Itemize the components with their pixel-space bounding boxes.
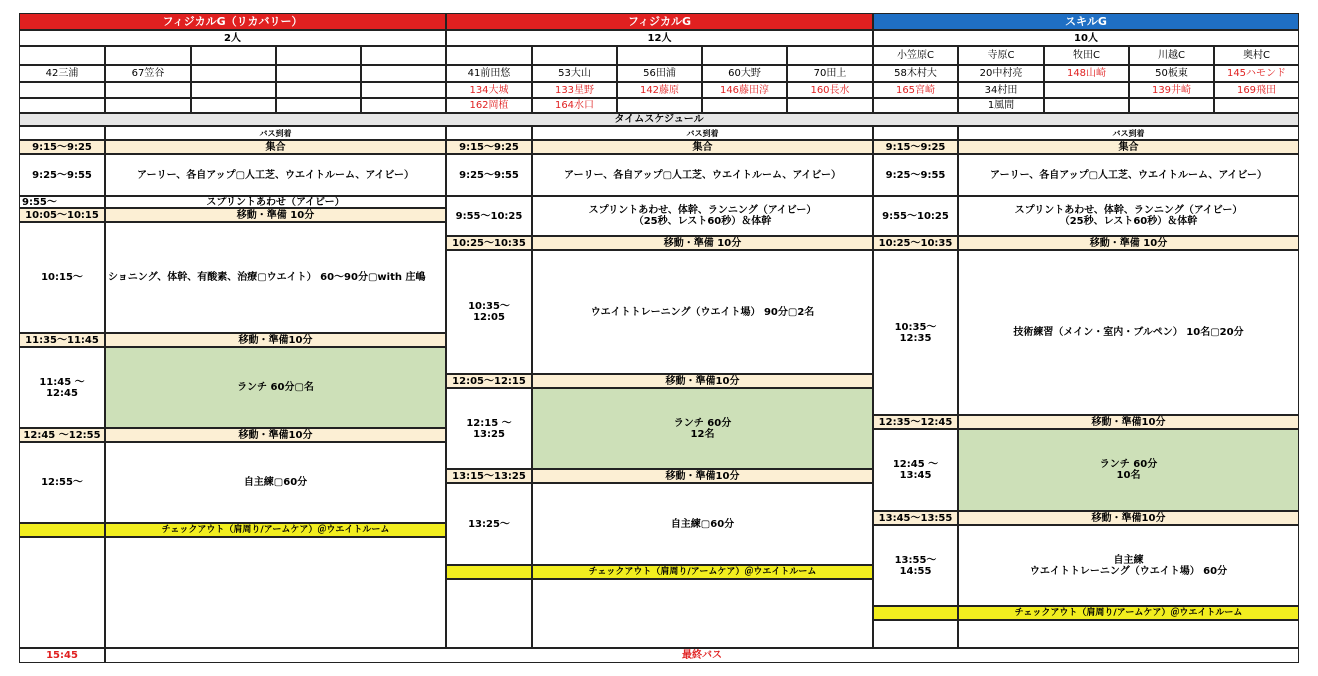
checkout-activity: チェックアウト（肩周り/アームケア）＠ウエイトルーム xyxy=(958,606,1299,620)
player-name: 164水口 xyxy=(532,98,617,113)
time-slot: 10:25～10:35 xyxy=(873,236,958,250)
time-slot: 13:55～ 14:55 xyxy=(873,525,958,606)
activity: アーリー、各自アップ▢人工芝、ウエイトルーム、アイビー） xyxy=(958,154,1299,196)
empty-cell xyxy=(19,523,105,537)
coach-name: 寺原C xyxy=(958,46,1044,65)
player-name: 1風間 xyxy=(958,98,1044,113)
schedule-title: タイムスケジュール xyxy=(19,113,1299,126)
time-slot: 12:45 ～ 13:45 xyxy=(873,429,958,511)
empty-cell xyxy=(1044,82,1129,98)
time-slot: 9:55～10:25 xyxy=(873,196,958,236)
empty-cell xyxy=(19,46,105,65)
checkout-activity: チェックアウト（肩周り/アームケア）＠ウエイトルーム xyxy=(105,523,446,537)
empty-cell xyxy=(787,98,873,113)
empty-cell xyxy=(1129,98,1214,113)
empty-cell xyxy=(617,46,702,65)
empty-cell xyxy=(191,65,276,82)
empty-cell xyxy=(446,126,532,140)
activity: 移動・準備10分 xyxy=(958,415,1299,429)
activity: 移動・準備10分 xyxy=(105,428,446,442)
activity: ウエイトトレーニング（ウエイト場） 90分▢2名 xyxy=(532,250,873,374)
empty-cell xyxy=(361,82,446,98)
empty-cell xyxy=(873,620,958,648)
activity: 集合 xyxy=(958,140,1299,154)
activity: 自主練 ウエイトトレーニング（ウエイト場） 60分 xyxy=(958,525,1299,606)
activity: 移動・準備10分 xyxy=(105,333,446,347)
empty-cell xyxy=(105,82,191,98)
player-name: 56田浦 xyxy=(617,65,702,82)
time-slot: 9:15～9:25 xyxy=(19,140,105,154)
player-name: 160長水 xyxy=(787,82,873,98)
empty-cell xyxy=(617,98,702,113)
activity: 移動・準備 10分 xyxy=(958,236,1299,250)
empty-cell xyxy=(105,46,191,65)
lunch-activity: ランチ 60分▢名 xyxy=(105,347,446,428)
activity: スプリントあわせ（アイビー） xyxy=(105,196,446,208)
activity: 移動・準備10分 xyxy=(532,374,873,388)
empty-cell xyxy=(873,606,958,620)
player-name: 50板東 xyxy=(1129,65,1214,82)
time-slot: 9:15～9:25 xyxy=(873,140,958,154)
player-name: 148山崎 xyxy=(1044,65,1129,82)
activity: 自主練▢60分 xyxy=(105,442,446,523)
time-slot: 13:45～13:55 xyxy=(873,511,958,525)
final-bus-label: 最終バス xyxy=(105,648,1299,663)
empty-cell xyxy=(446,565,532,579)
activity: アーリー、各自アップ▢人工芝、ウエイトルーム、アイビー） xyxy=(105,154,446,196)
empty-cell xyxy=(361,46,446,65)
time-slot: 9:15～9:25 xyxy=(446,140,532,154)
activity: アーリー、各自アップ▢人工芝、ウエイトルーム、アイビー） xyxy=(532,154,873,196)
time-slot: 9:55～10:25 xyxy=(446,196,532,236)
player-name: 146藤田淳 xyxy=(702,82,787,98)
time-slot: 12:15 ～ 13:25 xyxy=(446,388,532,469)
coach-name: 川越C xyxy=(1129,46,1214,65)
empty-cell xyxy=(191,82,276,98)
time-slot: 9:25～9:55 xyxy=(19,154,105,196)
bus-arrival: バス到着 xyxy=(105,126,446,140)
empty-cell xyxy=(787,46,873,65)
time-slot: 9:55～ xyxy=(19,196,105,208)
activity: 技術練習（メイン・室内・ブルペン） 10名▢20分 xyxy=(958,250,1299,415)
empty-cell xyxy=(446,579,532,648)
activity: ショニング、体幹、有酸素、治療▢ウエイト） 60～90分▢with 庄嶋 xyxy=(105,222,446,333)
player-name: 134大城 xyxy=(446,82,532,98)
empty-cell xyxy=(702,46,787,65)
group-count: 2人 xyxy=(19,30,446,46)
group-header-physical-recovery: フィジカルG（リカバリー） xyxy=(19,13,446,30)
player-name: 42三浦 xyxy=(19,65,105,82)
time-slot: 12:55～ xyxy=(19,442,105,523)
player-name: 70田上 xyxy=(787,65,873,82)
time-slot: 9:25～9:55 xyxy=(873,154,958,196)
time-slot: 10:35～ 12:05 xyxy=(446,250,532,374)
player-name: 58木村大 xyxy=(873,65,958,82)
activity: スプリントあわせ、体幹、ランニング（アイビー） （25秒、レスト60秒）＆体幹 xyxy=(958,196,1299,236)
empty-cell xyxy=(958,620,1299,648)
empty-cell xyxy=(276,46,361,65)
empty-cell xyxy=(276,98,361,113)
player-name: 34村田 xyxy=(958,82,1044,98)
time-slot: 12:35～12:45 xyxy=(873,415,958,429)
coach-name: 牧田C xyxy=(1044,46,1129,65)
empty-cell xyxy=(191,98,276,113)
coach-name: 奥村C xyxy=(1214,46,1299,65)
activity: スプリントあわせ、体幹、ランニング（アイビー） （25秒、レスト60秒）＆体幹 xyxy=(532,196,873,236)
empty-cell xyxy=(1214,98,1299,113)
lunch-activity: ランチ 60分 10名 xyxy=(958,429,1299,511)
player-name: 139井崎 xyxy=(1129,82,1214,98)
time-slot: 11:35～11:45 xyxy=(19,333,105,347)
empty-cell xyxy=(873,98,958,113)
checkout-activity: チェックアウト（肩周り/アームケア）＠ウエイトルーム xyxy=(532,565,873,579)
empty-cell xyxy=(361,65,446,82)
empty-cell xyxy=(105,537,446,648)
time-slot: 13:25～ xyxy=(446,483,532,565)
time-slot: 9:25～9:55 xyxy=(446,154,532,196)
activity: 集合 xyxy=(105,140,446,154)
bus-arrival: バス到着 xyxy=(958,126,1299,140)
empty-cell xyxy=(105,98,191,113)
player-name: 165宮崎 xyxy=(873,82,958,98)
empty-cell xyxy=(19,537,105,648)
empty-cell xyxy=(191,46,276,65)
empty-cell xyxy=(276,65,361,82)
activity: 集合 xyxy=(532,140,873,154)
player-name: 145ハモンド xyxy=(1214,65,1299,82)
empty-cell xyxy=(361,98,446,113)
time-slot: 12:05～12:15 xyxy=(446,374,532,388)
bus-arrival: バス到着 xyxy=(532,126,873,140)
empty-cell xyxy=(873,126,958,140)
empty-cell xyxy=(1044,98,1129,113)
player-name: 20中村亮 xyxy=(958,65,1044,82)
activity: 移動・準備 10分 xyxy=(532,236,873,250)
time-slot: 10:35～ 12:35 xyxy=(873,250,958,415)
empty-cell xyxy=(532,579,873,648)
activity: 移動・準備10分 xyxy=(532,469,873,483)
player-name: 53大山 xyxy=(532,65,617,82)
player-name: 142藤原 xyxy=(617,82,702,98)
time-slot: 11:45 ～ 12:45 xyxy=(19,347,105,428)
coach-name: 小笠原C xyxy=(873,46,958,65)
player-name: 133星野 xyxy=(532,82,617,98)
empty-cell xyxy=(532,46,617,65)
lunch-activity: ランチ 60分 12名 xyxy=(532,388,873,469)
activity: 移動・準備 10分 xyxy=(105,208,446,222)
empty-cell xyxy=(276,82,361,98)
player-name: 169飛田 xyxy=(1214,82,1299,98)
time-slot: 10:05～10:15 xyxy=(19,208,105,222)
time-slot: 10:25～10:35 xyxy=(446,236,532,250)
empty-cell xyxy=(446,46,532,65)
time-slot: 10:15～ xyxy=(19,222,105,333)
empty-cell xyxy=(19,82,105,98)
group-count: 10人 xyxy=(873,30,1299,46)
final-bus-time: 15:45 xyxy=(19,648,105,663)
player-name: 67笠谷 xyxy=(105,65,191,82)
empty-cell xyxy=(19,126,105,140)
player-name: 41前田悠 xyxy=(446,65,532,82)
activity: 移動・準備10分 xyxy=(958,511,1299,525)
time-slot: 12:45 ～12:55 xyxy=(19,428,105,442)
group-count: 12人 xyxy=(446,30,873,46)
group-header-skill: スキルG xyxy=(873,13,1299,30)
player-name: 162岡植 xyxy=(446,98,532,113)
empty-cell xyxy=(19,98,105,113)
group-header-physical: フィジカルG xyxy=(446,13,873,30)
player-name: 60大野 xyxy=(702,65,787,82)
time-slot: 13:15～13:25 xyxy=(446,469,532,483)
empty-cell xyxy=(702,98,787,113)
activity: 自主練▢60分 xyxy=(532,483,873,565)
